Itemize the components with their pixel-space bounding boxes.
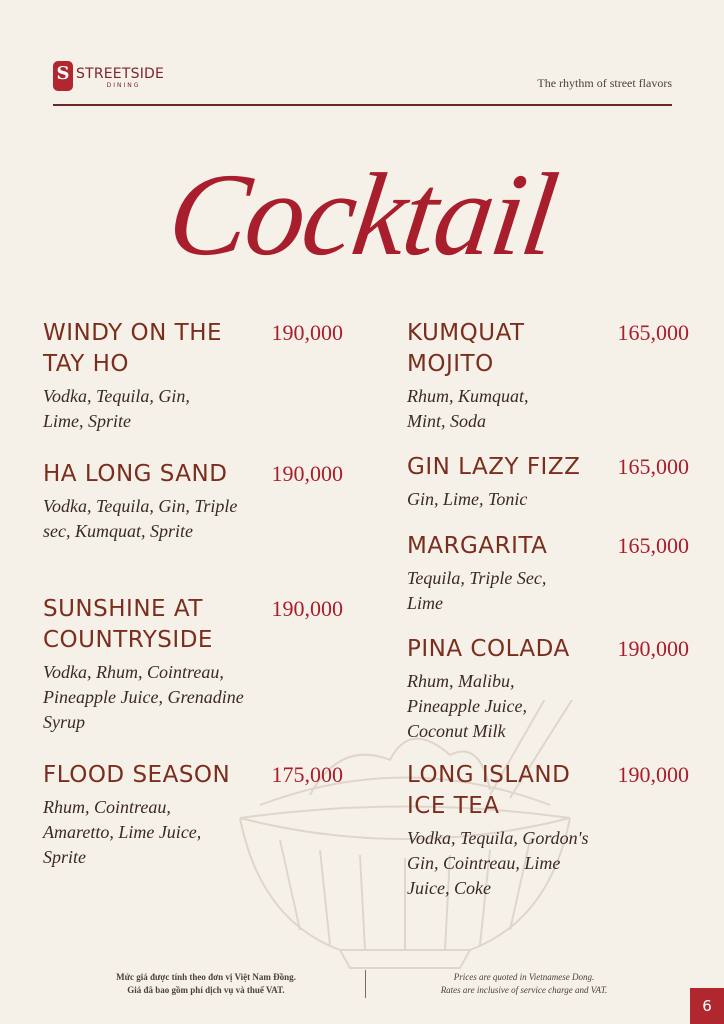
item-description: Vodka, Tequila, Gin, Lime, Sprite [43, 386, 190, 431]
item-description: Rhum, Cointreau, Amaretto, Lime Juice, Sprite [43, 797, 202, 867]
page-number: 6 [690, 988, 724, 1024]
menu-item [43, 760, 343, 870]
item-price: 165,000 [617, 320, 689, 345]
page-title: Cocktail [160, 149, 564, 280]
footer-note-english: Prices are quoted in Vietnamese Dong. Rates are inclusive of service charge and VAT. [440, 972, 608, 995]
item-price: 190,000 [617, 762, 689, 787]
item-description: Vodka, Tequila, Gordon's Gin, Cointreau, Lime Juice, Coke [407, 828, 589, 898]
menu-item [407, 452, 689, 512]
item-price: 165,000 [617, 454, 689, 479]
item-description: Rhum, Malibu, Pineapple Juice, Coconut Milk [407, 671, 527, 741]
item-name: KUMQUAT MOJITO [407, 320, 525, 377]
menu-item [407, 318, 689, 434]
menu-item [43, 459, 343, 544]
item-description: Rhum, Kumquat, Mint, Soda [407, 386, 529, 431]
item-name: HA LONG SAND [43, 461, 228, 487]
item-name: GIN LAZY FIZZ [407, 454, 581, 480]
item-description: Vodka, Tequila, Gin, Triple sec, Kumquat, Sprite [43, 496, 238, 541]
menu-item [407, 531, 689, 616]
item-description: Tequila, Triple Sec, Lime [407, 568, 547, 613]
brand-tagline: The rhythm of street flavors [537, 76, 672, 90]
item-description: Gin, Lime, Tonic [407, 489, 528, 509]
menu-item [407, 760, 689, 901]
header-divider [53, 104, 672, 106]
brand-name: STREETSIDE [76, 66, 165, 82]
item-name: PINA COLADA [407, 636, 570, 662]
item-name: SUNSHINE AT COUNTRYSIDE [43, 596, 213, 653]
item-price: 190,000 [271, 320, 343, 345]
menu-item [407, 634, 689, 744]
item-price: 175,000 [271, 762, 343, 787]
item-name: LONG ISLAND ICE TEA [407, 762, 571, 819]
footer-note-vietnamese: Mức giá được tính theo đơn vị Việt Nam Đồng. Giá đã bao gồm phí dịch vụ và thuế VAT. [116, 972, 296, 995]
item-name: WINDY ON THE TAY HO [43, 320, 223, 377]
item-name: MARGARITA [407, 533, 548, 559]
item-description: Vodka, Rhum, Cointreau, Pineapple Juice, Grenadine Syrup [43, 662, 244, 732]
streetside-logo [53, 61, 173, 97]
item-price: 165,000 [617, 533, 689, 558]
footer-divider [365, 970, 366, 998]
brand-subtitle: DINING [106, 82, 141, 89]
menu-column-left [43, 318, 343, 867]
item-name: FLOOD SEASON [43, 762, 231, 788]
item-price: 190,000 [271, 596, 343, 621]
menu-item [43, 594, 343, 735]
dragon-logo-icon: S [53, 61, 73, 91]
item-price: 190,000 [617, 636, 689, 661]
page-header [0, 0, 724, 110]
item-price: 190,000 [271, 461, 343, 486]
menu-item [43, 318, 343, 434]
